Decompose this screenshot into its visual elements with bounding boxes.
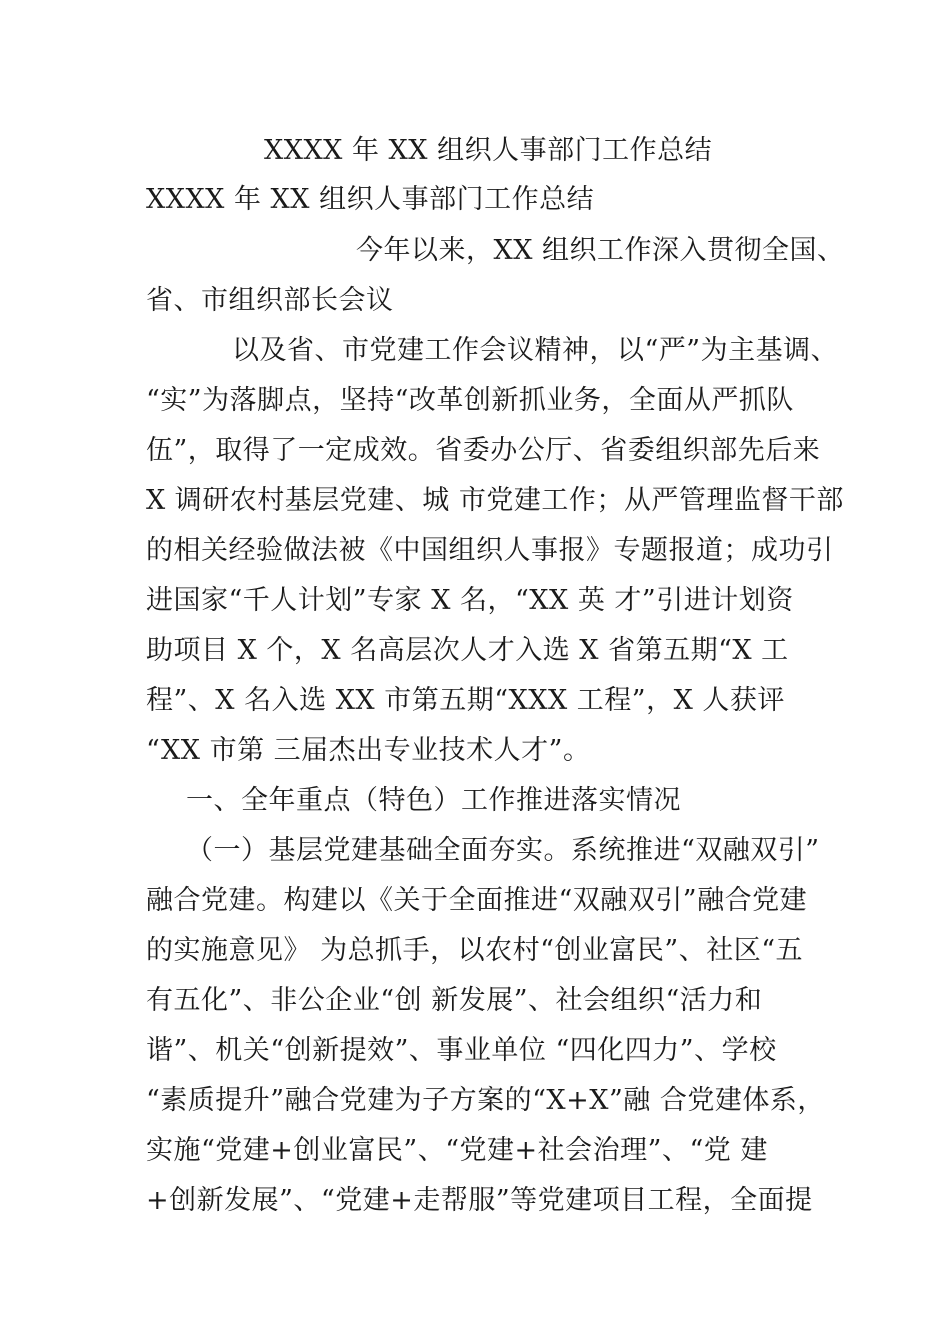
- body-line: 伍”，取得了一定成效。省委办公厅、省委组织部先后来: [146, 435, 821, 466]
- body-line: （一）基层党建基础全面夯实。系统推进“双融双引”: [186, 835, 820, 866]
- section-heading: 一、全年重点（特色）工作推进落实情况: [186, 785, 681, 816]
- body-line: 融合党建。构建以《关于全面推进“双融双引”融合党建: [146, 885, 808, 916]
- body-line: 今年以来，XX 组织工作深入贯彻全国、: [356, 235, 845, 266]
- body-line: “实”为落脚点，坚持“改革创新抓业务，全面从严抓队: [146, 385, 794, 416]
- body-line: 实施“党建+创业富民”、“党建+社会治理”、“党 建: [146, 1135, 768, 1166]
- body-line: 省、市组织部长会议: [146, 285, 394, 316]
- body-line: 程”、X 名入选 XX 市第五期“XXX 工程”，X 人获评: [146, 685, 785, 716]
- body-line: 谐”、机关“创新提效”、事业单位 “四化四力”、学校: [146, 1035, 777, 1066]
- document-subtitle: XXXX 年 XX 组织人事部门工作总结: [146, 184, 595, 215]
- body-line: +创新发展”、“党建+走帮服”等党建项目工程，全面提: [146, 1185, 813, 1216]
- body-line: “素质提升”融合党建为子方案的“X+X”融 合党建体系，: [146, 1085, 825, 1116]
- body-line: 有五化”、非公企业“创 新发展”、社会组织“活力和: [146, 985, 763, 1016]
- body-line: 的相关经验做法被《中国组织人事报》专题报道；成功引: [146, 535, 834, 566]
- body-line: “XX 市第 三届杰出专业技术人才”。: [146, 735, 591, 766]
- body-line: 进国家“千人计划”专家 X 名，“XX 英 才”引进计划资: [146, 585, 794, 616]
- document-title: XXXX 年 XX 组织人事部门工作总结: [264, 135, 713, 166]
- body-line: 助项目 X 个，X 名高层次人才入选 X 省第五期“X 工: [146, 635, 789, 666]
- body-line: 以及省、市党建工作会议精神，以“严”为主基调、: [232, 335, 839, 366]
- body-line: X 调研农村基层党建、城 市党建工作；从严管理监督干部: [146, 485, 844, 516]
- body-line: 的实施意见》 为总抓手，以农村“创业富民”、社区“五: [146, 935, 803, 966]
